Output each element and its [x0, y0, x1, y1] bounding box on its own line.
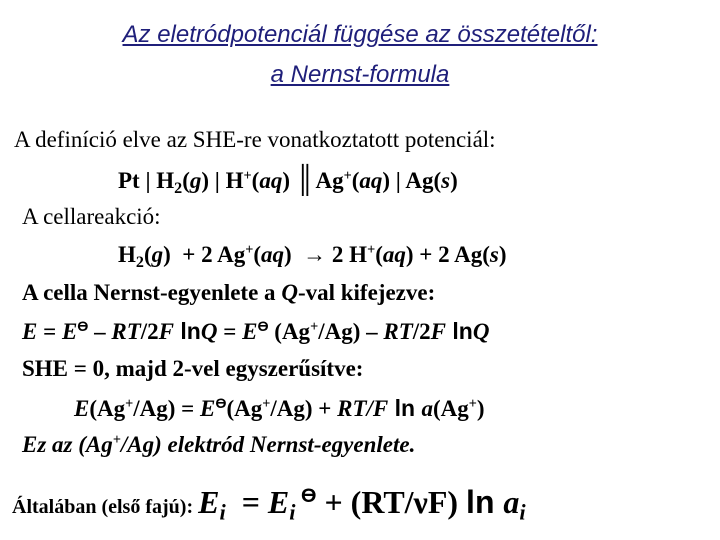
- cell-notation-part: Pt | H: [118, 168, 175, 193]
- reaction-part: (: [143, 242, 152, 267]
- state-symbol: s: [441, 168, 451, 193]
- simplify-label: SHE = 0, majd 2-vel egyszerűsítve:: [22, 356, 364, 381]
- ln-operator: ln: [174, 318, 201, 344]
- standard-state-symbol: ϴ: [257, 319, 269, 336]
- potential-symbol: E: [267, 484, 290, 520]
- reaction-part: ) + 2 Ag(: [405, 242, 490, 267]
- charge-superscript: +: [310, 319, 319, 336]
- charge-superscript: +: [468, 396, 477, 413]
- general-formula: [12, 484, 526, 525]
- ln-operator: ln: [466, 484, 504, 520]
- equation-part: RT: [111, 319, 141, 344]
- definition-text: A definíció elve az SHE-re vonatkoztatott potenciál:: [14, 127, 496, 152]
- potential-symbol: E: [200, 396, 216, 421]
- equation-part: /2: [412, 319, 431, 344]
- slide-title-line2: a Nernst-formula: [270, 61, 450, 88]
- activity-symbol: a: [503, 484, 520, 520]
- nernst-label-part: -val kifejezve:: [297, 280, 436, 305]
- reaction-part: ): [498, 242, 507, 267]
- ln-operator: ln: [445, 318, 473, 344]
- equation-part: + (RT/νF): [316, 484, 467, 520]
- nernst-label-part: A cella Nernst-egyenlete a: [22, 280, 282, 305]
- equation-part: (Ag: [226, 396, 263, 421]
- electrode-statement: [22, 431, 415, 459]
- equation-part: /Ag) +: [270, 396, 338, 421]
- equation-part: –: [88, 319, 112, 344]
- potential-symbol: E: [74, 396, 90, 421]
- reaction-quotient-symbol: Q: [472, 319, 490, 344]
- nernst-equation: [22, 317, 489, 346]
- electrode-statement-part: Ez az (Ag: [22, 432, 113, 457]
- electrode-statement-part: /Ag) elektród Nernst-egyenlete.: [120, 432, 416, 457]
- state-symbol: g: [151, 242, 164, 267]
- equation-part: /Ag) –: [318, 319, 384, 344]
- reaction-quotient-symbol: Q: [281, 280, 298, 305]
- equation-part: RT/F: [337, 396, 389, 421]
- potential-symbol: E: [61, 319, 78, 344]
- equation-part: =: [217, 319, 243, 344]
- state-symbol: aq: [382, 242, 406, 267]
- cell-notation-part: ) | Ag(: [382, 168, 442, 193]
- state-symbol: aq: [259, 168, 283, 193]
- ln-operator: ln: [388, 395, 422, 421]
- cell-notation-part: ): [282, 168, 296, 193]
- charge-superscript: +: [243, 168, 252, 185]
- potential-symbol: E: [22, 319, 38, 344]
- reaction-part: (: [375, 242, 383, 267]
- reaction-label: A cellareakció:: [22, 204, 161, 229]
- nernst-label: [22, 279, 435, 307]
- charge-superscript: +: [245, 242, 254, 259]
- equation-part: (Ag: [432, 396, 469, 421]
- charge-superscript: +: [262, 396, 271, 413]
- cell-notation-part: (: [251, 168, 260, 193]
- charge-superscript: +: [125, 396, 134, 413]
- potential-symbol: E: [242, 319, 258, 344]
- state-symbol: aq: [261, 242, 285, 267]
- cell-reaction: [118, 241, 507, 269]
- cell-notation-part: ): [450, 168, 458, 193]
- subscript: i: [219, 499, 226, 525]
- equation-part: RT: [383, 319, 413, 344]
- equation-part: (Ag: [268, 319, 311, 344]
- cell-notation-part: ) | H: [201, 168, 244, 193]
- simplified-equation: [74, 394, 485, 423]
- reaction-quotient-symbol: Q: [200, 319, 218, 344]
- reaction-part: ) + 2 Ag: [163, 242, 246, 267]
- equation-part: =: [225, 484, 268, 520]
- charge-superscript: +: [112, 432, 121, 449]
- equation-part: =: [37, 319, 62, 344]
- subscript: i: [289, 499, 296, 525]
- subscript: 2: [174, 179, 183, 197]
- cell-notation: [118, 165, 458, 195]
- cell-notation-part: Ag: [315, 168, 344, 193]
- subscript: 2: [135, 253, 144, 271]
- reaction-part: ) → 2 H: [284, 242, 368, 267]
- salt-bridge-symbol: ║: [295, 164, 312, 194]
- reaction-part: (: [253, 242, 262, 267]
- slide-title-line1: Az eletródpotenciál függése az összetételtől:: [122, 21, 598, 48]
- standard-state-symbol: ϴ: [215, 396, 227, 413]
- potential-symbol: E: [198, 484, 220, 520]
- activity-symbol: a: [421, 396, 433, 421]
- state-symbol: aq: [359, 168, 383, 193]
- charge-superscript: +: [367, 242, 376, 259]
- equation-part: /2: [140, 319, 159, 344]
- standard-state-symbol: ϴ: [77, 319, 89, 336]
- reaction-part: H: [118, 242, 136, 267]
- faraday-symbol: F: [158, 319, 175, 344]
- state-symbol: g: [189, 168, 202, 193]
- equation-part: /Ag) =: [133, 396, 201, 421]
- state-symbol: s: [489, 242, 499, 267]
- equation-part: (Ag: [89, 396, 126, 421]
- cell-notation-part: (: [351, 168, 360, 193]
- subscript: i: [519, 499, 526, 525]
- charge-superscript: +: [343, 168, 352, 185]
- faraday-symbol: F: [430, 319, 446, 344]
- general-formula-label: Általában (első fajú):: [12, 496, 199, 518]
- standard-state-symbol: ϴ: [295, 485, 317, 508]
- cell-notation-part: (: [182, 168, 190, 193]
- equation-part: ): [476, 396, 485, 421]
